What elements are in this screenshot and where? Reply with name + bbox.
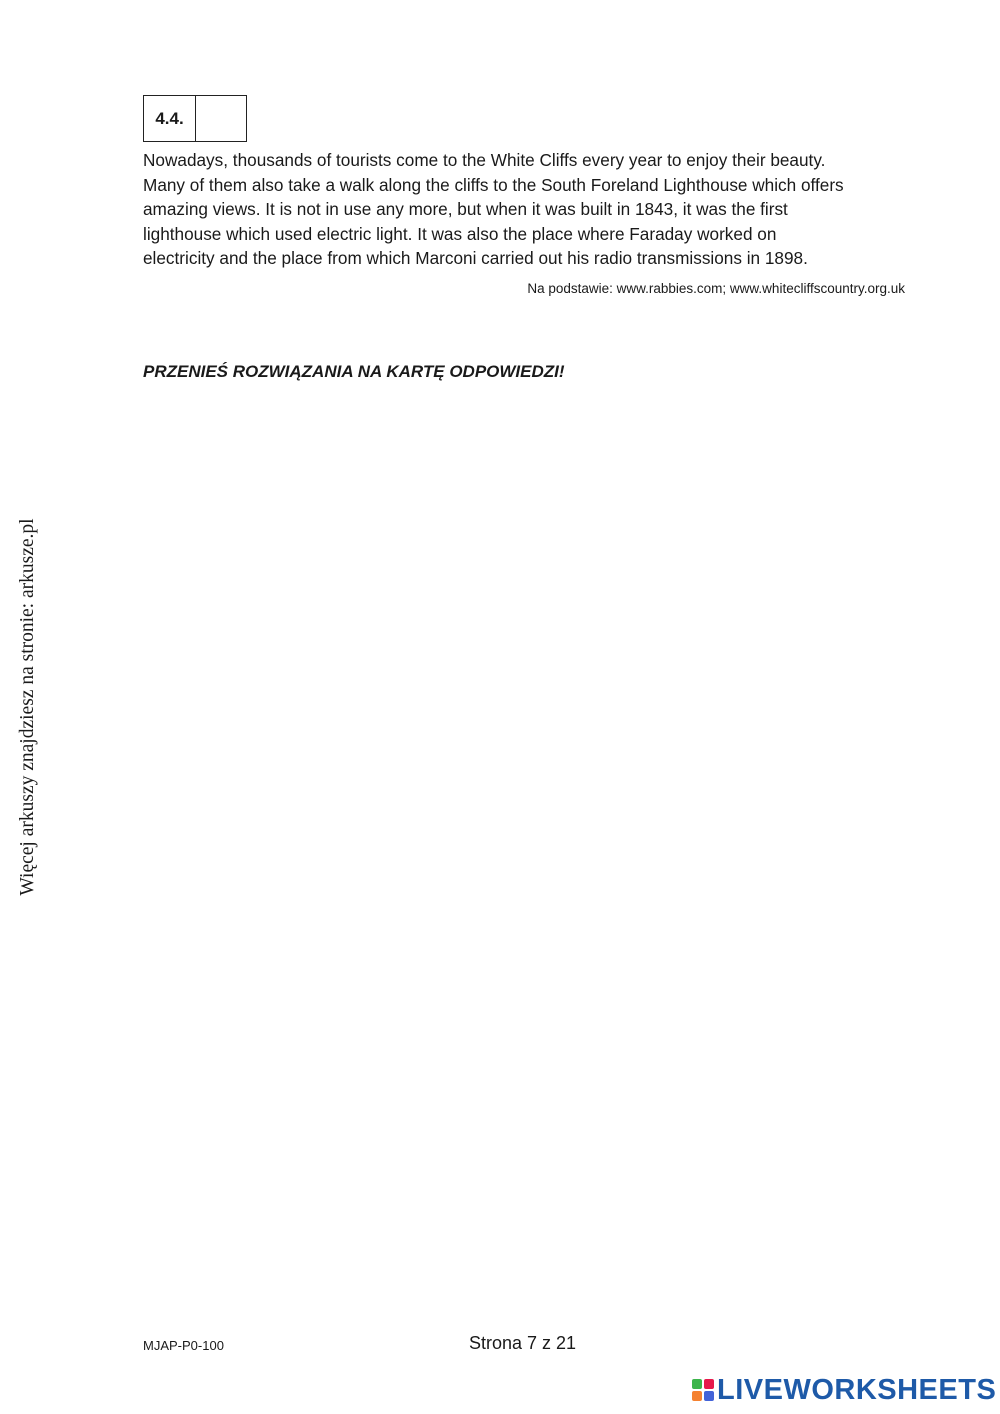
- liveworksheets-logo[interactable]: [692, 1375, 996, 1405]
- task-score-field[interactable]: [196, 96, 246, 141]
- logo-square: [692, 1379, 702, 1389]
- task-number-box: [143, 95, 247, 142]
- task-number: 4.4.: [144, 96, 196, 141]
- passage-line: electricity and the place from which Marconi carried out his radio transmissions in 1898.: [143, 248, 808, 268]
- logo-square: [704, 1391, 714, 1401]
- reading-passage: [143, 148, 913, 271]
- logo-square: [704, 1379, 714, 1389]
- logo-grid-icon: [692, 1379, 714, 1401]
- transfer-instruction: PRZENIEŚ ROZWIĄZANIA NA KARTĘ ODPOWIEDZI!: [143, 362, 565, 381]
- logo-text: LIVEWORKSHEETS: [717, 1374, 997, 1406]
- side-watermark-text: Więcej arkuszy znajdziesz na stronie: arkusze.pl: [17, 518, 38, 896]
- passage-line: amazing views. It is not in use any more, but when it was built in 1843, it was the first: [143, 199, 788, 219]
- passage-line: Many of them also take a walk along the cliffs to the South Foreland Lighthouse which offers: [143, 174, 844, 195]
- passage-line: Nowadays, thousands of tourists come to the White Cliffs every year to enjoy their beauty.: [143, 150, 826, 170]
- source-citation: Na podstawie: www.rabbies.com; www.whitecliffscountry.org.uk: [527, 281, 905, 296]
- logo-square: [692, 1391, 702, 1401]
- page-number: Strona 7 z 21: [469, 1333, 577, 1353]
- passage-line: lighthouse which used electric light. It was also the place where Faraday worked on: [143, 223, 777, 244]
- exam-code: MJAP-P0-100: [143, 1338, 224, 1353]
